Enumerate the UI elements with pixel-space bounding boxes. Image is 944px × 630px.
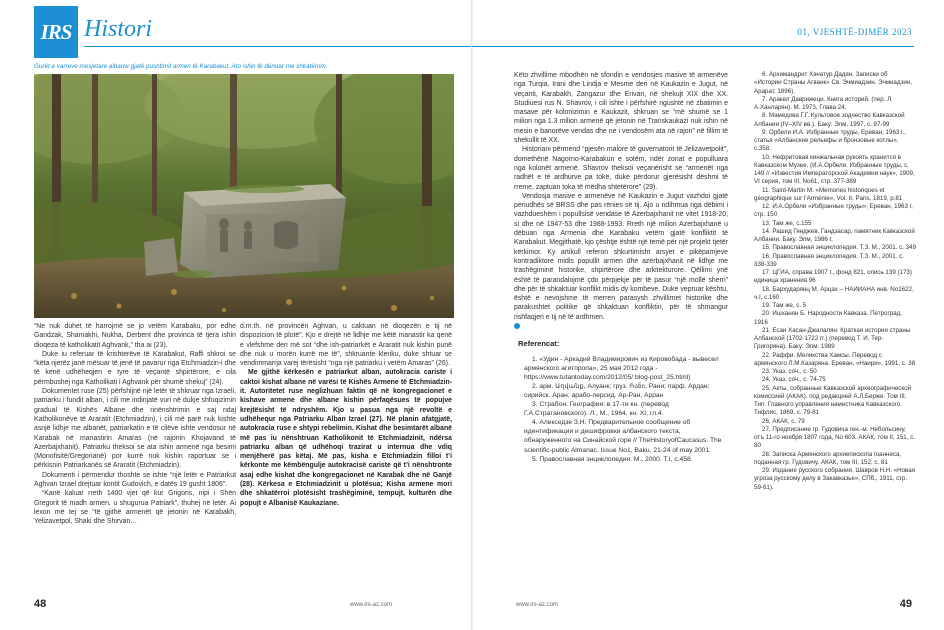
reference-item: 6. Архимандрит Хачатур Дадян. Записки об «Истории Страны Агванк» Св. Эчмиадзин. Эчмиадзин, Арарат, 1896).	[754, 71, 912, 95]
reference-item: 8. Мамедова Г.Г. Культовое зодчество Кавказской Албании (IV–XIV вв.). Баку: Элм, 1997, с. 97-99	[754, 112, 905, 128]
gravestone-photo	[34, 74, 454, 318]
reference-item: 9. Орбели И.А. Избранные труды, Ереван, 1963 г., статья «Албанские рельефы и бронзовые котлы», с.358.	[754, 128, 906, 153]
reference-item: 14. Рашид Гянджев. Гандзасар, памятник Кавказской Албании. Баку. Элм, 1986 г.	[754, 227, 915, 243]
reference-item: 27. Предписание гр. Гудовича ген.-м. Небольсину, отъ 11-го ноября 1807 года, No 603. АКАК, том II, 151, с. 80	[754, 425, 916, 450]
paragraph: Dokumentet ruse (25) përfshijnë një letër të shkruar nga Izraeli, patriarku i fundit alban, i cili me indinjatë vuri në dukje shfuqizimin gradual të Kishës Albane dhe rinënshtrimin e saj ndaj Katholikonëve të Araratit (Etchmiadzin), i cili më parë nuk kishte asnjë lidhje me albanët, patriarkatin e të cilëve ishte vendosur në Karabak në manastirin Amaras (në rajonin Khojavand të Azerbajxhanit). Patriarku theksoi se ata ishin armenë nga besimi (Monofisitë/Gregorianë) por kurrë nuk kishin raportuar se i përkisnin Patriarkanës së Araratit (Etchmiadzin).	[34, 388, 236, 470]
reference-item: 17. ЦГИА, справа 1907 г., фонд 821, опись 139 (173) единица хранения.96	[754, 269, 912, 285]
footer-url-right[interactable]: www.irs-az.com	[516, 602, 559, 608]
reference-item: 1. «Удин - Аркадий Владимирович из Кировобада - вывесел армянского агитпропа», 25 мая 2012 года - https://www.tutantoday.com/2012/05/ blog-post_25.html)	[524, 355, 719, 381]
paragraph: Dokumenti i përmendur thoshte se ishte “një letër e Patriarkut Aghvan Izrael drejtuar kontit Gudovich, e datës 19 gusht 1806”.	[34, 471, 236, 489]
reference-item: 3. Страбон. География: в 17-ти кн. (перевод Г.А.Стратановского). Л., М., 1964. кн. XI, гл.4.	[524, 401, 669, 418]
reference-item: 29. Издание русского собрания. Шавров Н.Н. «Новая угроза русскому делу в Закавказье», СПб., 1911, стр. 59-61).	[754, 467, 916, 491]
reference-item: 25. Акты, собранные Кавказской археографической комиссией (АКАК), под редакцией А.Л.Берже. Том III. Тип. Главного управления наместника Кавказского. Тифлис, 1869, с. 79-81	[754, 384, 912, 417]
photo-caption: Gurët e varreve mesjetare albanw gjatë pushtimit armen të Karabakut. Ato ishin të dënuar me shkatërrim.	[34, 63, 328, 70]
reference-item: 22. Раффи. Меликства Хамсы. Перевод с армянского Л.М.Казарянa. Ереван, «Наири», 1991, с. 38	[754, 351, 916, 367]
reference-item: 2. арм. Աղվանք, Алуанк; груз. რანი, Рани; парф. Ардан; сирийск. Аран; арабо-персид. Ар-Ран, Арран	[524, 382, 710, 399]
right-column-2	[744, 71, 916, 492]
reference-item: 5. Православная энциклопедия. М., 2000. Т.I, с.458.	[532, 455, 693, 463]
end-mark-icon	[514, 323, 520, 329]
paragraph: Historiani përmend “pjesën malore të guvernatorit të Jelizavetpolit”, domethënë Nagorno-Karabakun e sotëm, ndër zonat e populluara nga kolonët armenë. Shavrov theksoi veçanërisht se “armenët nga radhët e të ardhurve pa tokë, duke përdorur gjerësisht dëshmi të rreme, zaptuan toka të mëdha shtetërore” (29).	[514, 146, 728, 191]
reference-item: 26. АКАК, с. 79	[762, 417, 805, 425]
reference-item: 18. Бархударянц М. Арцах – НАИИАНА инв. No1622, ч.I, с.160	[754, 285, 914, 301]
reference-item: 28. Записка Армянского архиепископа Іоаннеса, поданная гр. Гудовичу. АКАК, том III, 152, с. 81	[754, 450, 902, 466]
page-number-right: 49	[899, 598, 912, 610]
header-rule	[472, 46, 914, 47]
paragraph: Këto zhvillime mbodhën në sfondin e vendosjes masive të armenëve nga Turqia, Irani dhe Lindja e Mesme deri në Kaukazin e Jugut, në veçanti, Karabakh, Zangazur dhe Erivan, në shekujt XIX dhe XX. Studiuesi rus N. Shavrov, i cili ishte i përfshirë ngushtë në zbatimin e masave për kolonizimin e Kaukazit, shkruan se “më shumë se 1 milion nga 1.3 milion armenë që jetonin në Transkaukazi nuk ishin në mesin e banorëve vendas dhe ne i vendosëm ata në rajon” në fillim të shekullit të XX.	[514, 72, 728, 145]
paragraph: Vendosja masive e armenëve në Kaukazin e Jugut vazhdoi gjatë periudhës së BRSS dhe pas rënies së tij. Ajo u ndihmua nga dëbimi i vazhdueshëm i popullsisë vendase të Azerbajxhanit në vitet 1918-20, si dhe në 1947-53 dhe 1988-1993. Rreth një milion Azerbajxhanë u dëbuan nga Armenia dhe Karabaku vetëm gjatë konfliktit të Karabakut. Megjithatë, kjo çështje është një temë për një projekt tjetër kërkimor. Ky artikull referon shkurtimisht arsyet e pikëpamjeve kontradiktore midis popullit armen dhe azerbajxhanit në lidhje me trashëgiminë historike, shpirtërore dhe arkitekturore. Qëllimi ynë është të parandalojmë çdo përpjekje për të pasur “një mollë sherri” dhe për të shkaktuar konflikt midis dy kombeve. Duke vepruar kështu, është e nevojshme të merren parasysh zhvillimet historike dhe parakushtet politike që shkaktuan konfliktin, për të shmangur rishfaqjen e tij në të ardhmen.	[514, 192, 728, 321]
reference-item: 16. Православная энциклопедия. Т.З. М., 2001. с. 338-339	[754, 252, 904, 268]
paragraph: d.m.th. në provincën Aghvan, u caktuan në dioqezën e tij në dispozicion të plotë”. Kjo e drejtë në lidhje me këtë manastir ka qenë e vlefshme deri më sot “dhe ish-patriarkët e Araratit nuk kishin punë dhe nuk u morën kurrë me të”, shkruante kleriku, duke shtuar se vendimmarrja varej tërësisht “nga një patriarku i vetëm Amaras” (26).	[240, 323, 452, 368]
reference-item: 11. Saint-Martin M. «Mémories historiques et géographique sur l’Arménie», Vol. II, Paris, 1819, p.81	[754, 186, 903, 202]
left-column-2	[236, 322, 452, 508]
irs-logo: IRS	[34, 6, 78, 58]
footer-url-left[interactable]: www.irs-az.com	[350, 602, 393, 608]
reference-item: 13. Там же, с.155	[762, 219, 812, 227]
reference-item: 23. Указ. соч., с. 50	[762, 368, 817, 375]
references-title: Referencat:	[518, 339, 560, 349]
reference-item: 10. Нефритовая кинжальная рукоять хранится в Кавказском Музее, (И.А.Орбели. Избранные труды, с. 149 // «Известия Императорской Академии наук», 1909, VI серия, том III, No61, стр. 377-389	[754, 153, 915, 186]
left-column-1	[34, 322, 236, 527]
reference-item: 19. Там же, с. 5	[762, 302, 807, 309]
reference-item: 20. Ишханян Б. Народности Кавказа. Петроград, 1916	[754, 310, 902, 326]
reference-item: 7. Аракел Даврижеци. Книга историй. (пер. Л. А.Ханларян). М. 1973, Глава 24,	[754, 95, 893, 111]
gravestone-photo-illustration	[34, 74, 454, 318]
issue-label: 01, VJESHTË-DIMËR 2023	[797, 27, 912, 37]
reference-item: 24. Указ. соч., с. 74-75	[762, 376, 826, 384]
section-title: Histori	[84, 16, 153, 42]
reference-item: 4. Алекседзе З.Н. Предварительное сообщение об идентификации и дешифровки албанского текста, обнаруженного на Синайской горе // TheHistoryofCaucasus. The scientific-public Almanac. Issue No1, Baku, 21-24 of may 2001.	[524, 419, 722, 454]
bold-paragraph: Me gjithë kërkesën e patriarkut alban, autokracia cariste i caktoi kishat albane në varësi të Kishës Armene të Etchmiadzin-it. Autoritetet ruse neglizhuan faktin që në kongregacionet e kishave armene dhe albane kishin përfaqësues të popujve krejtësisht të ndryshëm. Kjo u pasua nga një revoltë e udhëhequr nga Patriarku Alban Izrael (27). Në planin afatgjatë, autokracia ruse e shtypi rebelimin. Kishat dhe besimtarët albanë më pas iu nënshtruan Katholikonit të Etchmiadzinit, ndërsa patriarku alban që udhëhoqi trazirat u internua dhe vdiq menjëherë pas këtaj. Më pas, kisha e Etchmiadzin filloi t’i kërkonte me këmbëngulje autokracisë cariste që t’i nënshtronte asaj edhe kishat dhe kongregacionet në Karabak dhe në Ganjë (28). Kërkesa e Etchmiadzinit u plotësua; Kisha armene mori dhe shkatërroi plotësisht trashëgiminë, tempujt, kulturën dhe popujt e Albanisë Kaukaziane.	[240, 369, 452, 507]
right-column-1	[514, 71, 728, 464]
right-page	[472, 0, 944, 630]
paragraph: “Ne nuk duhet të harrojmë se jo vetëm Karabaku, por edhe Gandzak, Shamakhi, Nukha, Derbent dhe provinca të tjera ishin dioqeza të katholikatit Aghvank,” tha ai (23).	[34, 323, 236, 349]
paragraph: Duke iu referuar të krishterëve të Karabakut, Raffi shkroi se “këta njerëz janë mësuar të jenë të pavarur nga Etchmiadzin-i dhe të kenë udhëheqjen e tyre të veçantë shpirtërore, e cila përmbushej nga Katholikati i Aghvank për shumë shekuj” (24).	[34, 350, 236, 386]
header-rule	[84, 46, 472, 47]
page-number-left: 48	[34, 598, 47, 610]
reference-item: 21. Есаи Хасан-Джалалян. Краткая история страны Албанской (1702-1722 гг.) (перевод Т. И. Тер-Григорянa). Баку: Элм. 1989	[754, 326, 911, 351]
reference-item: 15. Православная энциклопедия. Т.З. М., 2001. с. 349	[762, 244, 917, 252]
reference-item: 12. И.А.Орбели «Избранные труды», Ереван, 1963 г, стр. 150	[754, 203, 913, 219]
paragraph: “Kanë kaluar rreth 1400 vjet që kur Grigoris, nipi i Shën Gregorit të madh armen, u shugurua Patriark”, thuhej në letër. Ai lexon më tej se “të gjithë armenët që jetonin në Karabakh, Yelizavetpol, Shaki dhe Shirvan…	[34, 490, 236, 526]
